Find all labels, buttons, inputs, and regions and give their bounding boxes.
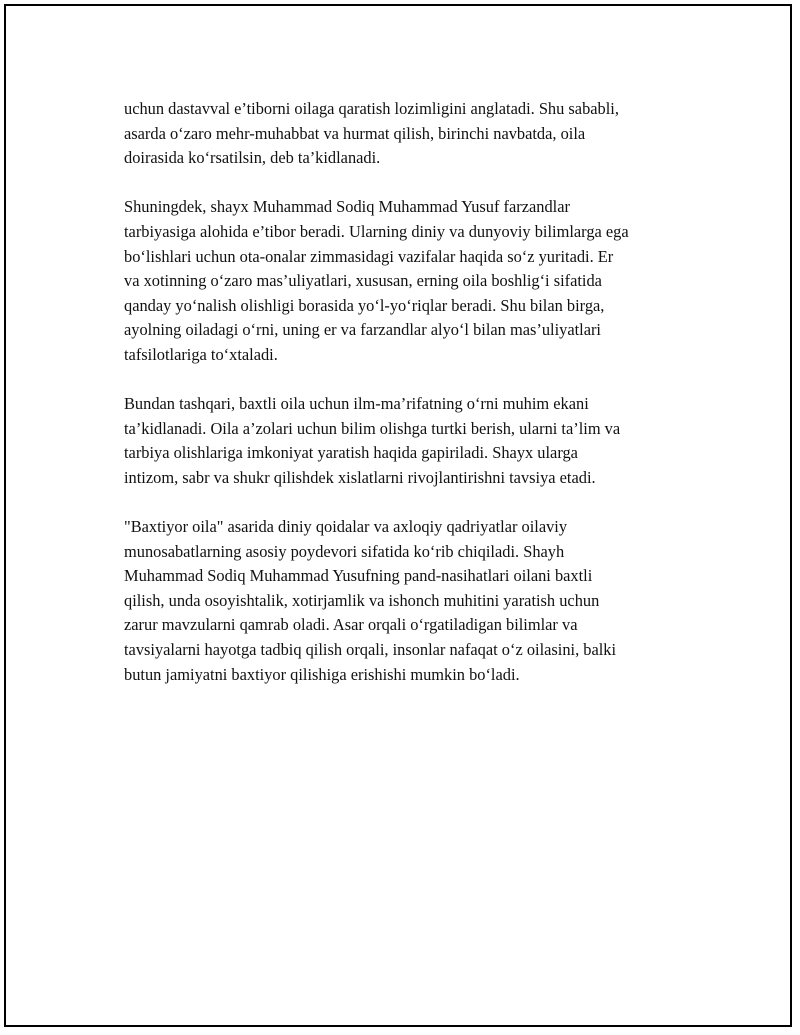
paragraph-1: [124, 97, 694, 171]
text-line: butun jamiyatni baxtiyor qilishiga erishishi mumkin bo‘ladi.: [124, 664, 520, 684]
text-line: Bundan tashqari, baxtli oila uchun ilm-ma’rifatning o‘rni muhim ekani: [124, 394, 589, 414]
text-line: tarbiya olishlariga imkoniyat yaratish haqida gapiriladi. Shayx ularga: [124, 443, 578, 463]
text-line: Shuningdek, shayx Muhammad Sodiq Muhammad Yusuf farzandlar: [124, 197, 570, 217]
text-line: ta’kidlanadi. Oila a’zolari uchun bilim olishga turtki berish, ularni ta’lim va: [124, 418, 621, 438]
text-line: asarda o‘zaro mehr-muhabbat va hurmat qilish, birinchi navbatda, oila: [124, 123, 586, 143]
text-line: intizom, sabr va shukr qilishdek xislatlarni rivojlantirishni tavsiya etadi.: [124, 467, 596, 487]
text-line: munosabatlarning asosiy poydevori sifatida ko‘rib chiqiladi. Shayh: [124, 541, 565, 561]
paragraph-4: [124, 515, 694, 687]
text-line: Muhammad Sodiq Muhammad Yusufning pand-nasihatlari oilani baxtli: [124, 566, 593, 586]
text-line: bo‘lishlari uchun ota-onalar zimmasidagi vazifalar haqida so‘z yuritadi. Er: [124, 246, 614, 266]
text-line: uchun dastavval e’tiborni oilaga qaratish lozimligini anglatadi. Shu sababli,: [124, 99, 619, 118]
text-line: doirasida ko‘rsatilsin, deb ta’kidlanadi.: [124, 148, 381, 168]
paragraph-3: [124, 392, 694, 490]
text-line: "Baxtiyor oila" asarida diniy qoidalar va axloqiy qadriyatlar oilaviy: [124, 517, 568, 537]
page-border: [4, 4, 792, 1027]
text-line: ayolning oiladagi o‘rni, uning er va farzandlar alyo‘l bilan mas’uliyatlari: [124, 320, 601, 340]
text-line: qilish, unda osoyishtalik, xotirjamlik va ishonch muhitini yaratish uchun: [124, 590, 600, 610]
text-line: tavsiyalarni hayotga tadbiq qilish orqali, insonlar nafaqat o‘z oilasini, balki: [124, 640, 617, 660]
text-line: tafsilotlariga to‘xtaladi.: [124, 344, 278, 364]
text-line: zarur mavzularni qamrab oladi. Asar orqali o‘rgatiladigan bilimlar va: [124, 615, 578, 635]
text-line: qanday yo‘nalish olishligi borasida yo‘l-yo‘riqlar beradi. Shu bilan birga,: [124, 295, 605, 315]
paragraph-2: [124, 195, 694, 367]
document-body: [124, 97, 694, 712]
text-line: va xotinning o‘zaro mas’uliyatlari, xususan, erning oila boshlig‘i sifatida: [124, 271, 602, 291]
text-line: tarbiyasiga alohida e’tibor beradi. Ularning diniy va dunyoviy bilimlarga ega: [124, 221, 629, 241]
